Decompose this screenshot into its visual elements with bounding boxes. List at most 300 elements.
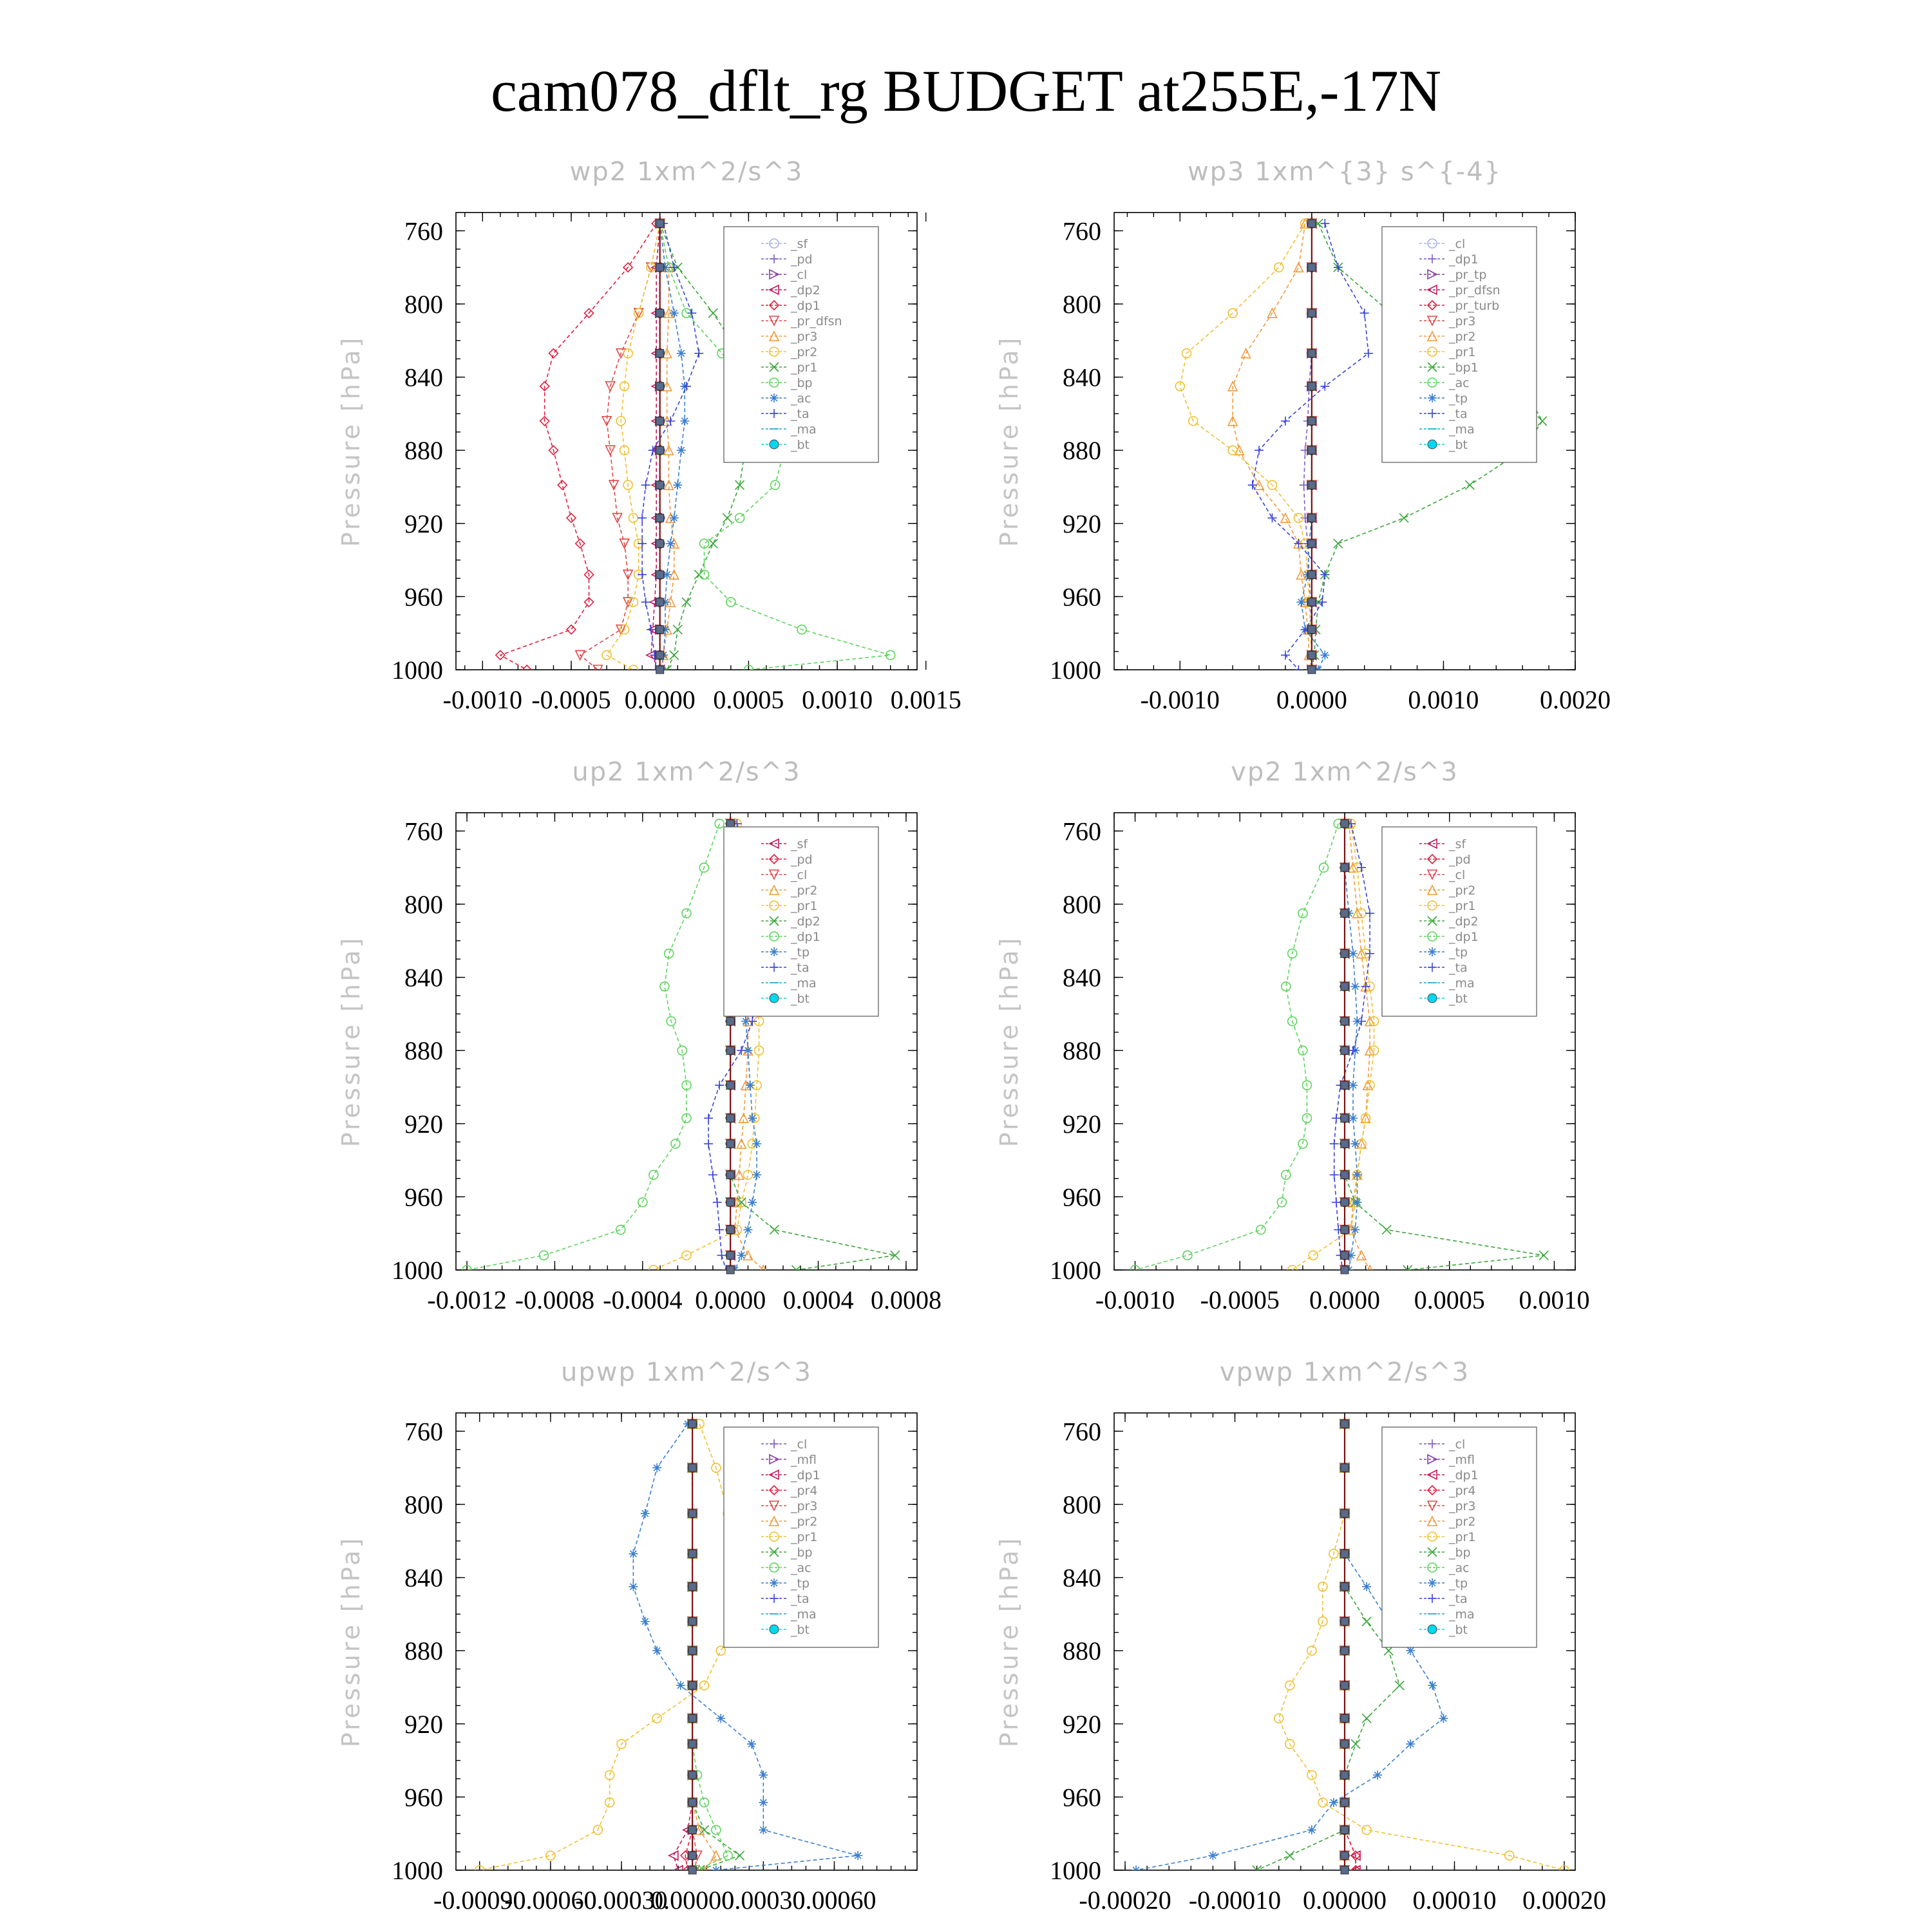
chart-panel-1 <box>337 157 961 714</box>
data-point <box>1332 1198 1341 1207</box>
bt-marker <box>1308 626 1316 634</box>
y-tick-label: 920 <box>404 1709 443 1739</box>
y-tick-label: 760 <box>404 1417 443 1446</box>
y-axis-label: Pressure [hPa] <box>995 335 1023 547</box>
data-point <box>1399 513 1408 522</box>
figure-title: cam078_dflt_rg BUDGET at255E,-17N <box>490 58 1442 124</box>
data-point <box>1538 417 1547 426</box>
data-point <box>1208 1851 1217 1860</box>
legend-label: _sf <box>791 237 808 251</box>
chart-panel-2 <box>995 157 1611 714</box>
data-point <box>652 1463 661 1472</box>
data-point <box>1320 650 1329 659</box>
legend-label: _pr1 <box>791 899 818 913</box>
data-point <box>1350 982 1359 991</box>
data-point <box>752 1139 761 1148</box>
legend-label: _pr2 <box>791 345 818 359</box>
data-point <box>700 1798 709 1807</box>
y-tick-label: 960 <box>1063 1182 1101 1212</box>
x-tick-label: 0.0000 <box>624 685 696 714</box>
legend-marker <box>1428 994 1437 1003</box>
data-point <box>641 1509 650 1518</box>
y-tick-label: 760 <box>404 817 443 846</box>
data-point <box>558 480 567 489</box>
y-tick-label: 760 <box>1063 216 1101 246</box>
bt-marker <box>688 1550 696 1558</box>
bt-marker <box>688 1852 696 1859</box>
bt-marker <box>656 481 664 489</box>
y-tick-label: 840 <box>1063 963 1101 992</box>
y-tick-label: 840 <box>404 963 443 992</box>
data-point <box>1539 1251 1548 1260</box>
y-tick-label: 880 <box>1063 436 1101 466</box>
bt-marker <box>1308 514 1316 522</box>
data-point <box>752 1170 761 1179</box>
bt-marker <box>1341 1771 1349 1779</box>
legend-label: _bt <box>1449 438 1468 452</box>
bt-marker <box>1308 350 1316 357</box>
legend-label: _ta <box>1449 1592 1468 1606</box>
legend-label: _pr_dfsn <box>791 314 842 328</box>
data-point <box>638 513 647 522</box>
data-point <box>708 308 717 317</box>
data-point <box>1256 1226 1265 1235</box>
data-point <box>759 1770 768 1779</box>
bt-marker <box>656 514 664 522</box>
legend-label: _mfl <box>791 1453 817 1467</box>
data-point <box>700 1826 709 1835</box>
legend-label: _ma <box>1449 422 1475 437</box>
bt-marker <box>726 1198 734 1206</box>
y-tick-label: 960 <box>1063 1783 1101 1812</box>
data-point <box>700 1681 709 1690</box>
bt-marker <box>1341 1198 1349 1206</box>
y-tick-label: 1000 <box>1050 1856 1101 1885</box>
legend-label: _pr1 <box>1449 1530 1476 1544</box>
legend-label: _bt <box>791 992 810 1006</box>
bt-marker <box>688 1799 696 1806</box>
legend-label: _tp <box>1449 392 1468 406</box>
bt-marker <box>688 1681 696 1689</box>
x-tick-label: 0.0000 <box>695 1285 766 1314</box>
legend-marker <box>770 994 779 1003</box>
data-point <box>1274 1714 1283 1723</box>
bt-marker <box>656 309 664 317</box>
series-line <box>500 223 656 670</box>
legend-marker <box>770 440 779 449</box>
data-point <box>1361 982 1370 991</box>
bt-marker <box>688 1583 696 1591</box>
x-tick-label: -0.00090 <box>433 1886 526 1915</box>
chart-panels <box>337 157 1611 1915</box>
legend-label: _pr2 <box>1449 884 1476 898</box>
data-point <box>712 1826 721 1835</box>
legend-label: _mfl <box>1449 1453 1475 1467</box>
x-tick-label: 0.00020 <box>1522 1886 1606 1915</box>
bt-marker <box>726 1114 734 1122</box>
data-point <box>641 1617 650 1626</box>
x-tick-label: -0.00060 <box>504 1886 597 1915</box>
data-point <box>735 1851 744 1860</box>
chart-panel-3 <box>337 757 942 1314</box>
legend-label: _tp <box>1449 1577 1468 1591</box>
data-point <box>680 417 689 426</box>
bt-marker <box>688 1714 696 1722</box>
legend-label: _ac <box>791 1561 811 1575</box>
data-point <box>1406 1739 1415 1748</box>
series-pr1 <box>475 1419 756 1875</box>
data-point <box>715 1081 724 1090</box>
bt-marker <box>1341 983 1349 990</box>
y-tick-label: 800 <box>1063 890 1101 919</box>
data-point <box>704 1139 713 1148</box>
bt-marker <box>1341 1510 1349 1517</box>
data-point <box>641 480 650 489</box>
legend-label: _bp1 <box>1449 361 1479 375</box>
y-tick-label: 840 <box>1063 1563 1101 1593</box>
data-point <box>1364 349 1373 358</box>
data-point <box>716 1714 725 1723</box>
x-tick-label: 0.0010 <box>1519 1285 1590 1314</box>
legend-label: _dp2 <box>791 914 820 929</box>
legend-label: _pr1 <box>791 1530 818 1544</box>
bt-marker <box>656 626 664 634</box>
bt-marker <box>726 1266 734 1274</box>
bt-marker <box>1341 1647 1349 1654</box>
legend-label: _pd <box>791 853 813 867</box>
bt-marker <box>1308 598 1316 606</box>
data-point <box>1330 1170 1339 1179</box>
legend-marker <box>770 947 779 956</box>
y-tick-label: 960 <box>1063 582 1101 612</box>
x-tick-label: -0.0010 <box>442 685 522 714</box>
legend-label: _ta <box>791 961 810 975</box>
bt-marker <box>1341 1171 1349 1179</box>
data-point <box>1365 909 1374 918</box>
data-point <box>1349 1081 1358 1090</box>
legend-label: _dp2 <box>791 283 820 298</box>
legend-label: _tp <box>791 945 810 960</box>
x-tick-label: 0.0005 <box>713 685 784 714</box>
bt-marker <box>1341 950 1349 958</box>
legend-label: _ta <box>791 407 810 421</box>
legend-marker <box>770 1625 779 1634</box>
legend-label: _bt <box>791 1623 810 1637</box>
data-point <box>1357 1251 1366 1260</box>
legend-label: _ma <box>791 422 817 437</box>
y-tick-label: 920 <box>404 509 443 538</box>
data-point <box>649 1170 658 1179</box>
y-axis-label: Pressure [hPa] <box>337 935 365 1148</box>
legend-label: _bt <box>791 438 810 452</box>
legend-label: _pr2 <box>791 1515 818 1529</box>
legend-label: _pr2 <box>1449 330 1476 344</box>
x-tick-label: 0.00060 <box>792 1886 876 1915</box>
data-point <box>682 382 691 391</box>
data-point <box>743 1226 752 1235</box>
x-tick-label: 0.0015 <box>890 685 961 714</box>
data-point <box>676 1681 685 1690</box>
bt-marker <box>1308 220 1316 227</box>
legend-label: _pr3 <box>1449 314 1476 328</box>
bt-marker <box>1341 1081 1349 1089</box>
legend-marker <box>1428 1578 1437 1587</box>
data-point <box>747 1739 756 1748</box>
data-point <box>1362 1714 1371 1723</box>
legend-label: _bp <box>791 376 813 390</box>
data-point <box>567 625 576 634</box>
y-tick-label: 1000 <box>392 1256 443 1285</box>
y-tick-label: 880 <box>404 1636 443 1666</box>
x-tick-label: 0.00030 <box>721 1886 806 1915</box>
legend-marker <box>1428 440 1437 449</box>
series-bp <box>1253 1419 1405 1875</box>
data-point <box>1332 1113 1341 1122</box>
data-point <box>1353 1198 1362 1207</box>
legend-label: _ma <box>791 1607 817 1622</box>
data-point <box>713 1198 722 1207</box>
data-point <box>1365 949 1374 958</box>
data-point <box>1465 480 1474 489</box>
bt-marker <box>726 1226 734 1234</box>
x-tick-label: -0.00030 <box>575 1886 668 1915</box>
legend <box>1382 827 1537 1016</box>
data-point <box>712 1866 721 1875</box>
data-point <box>735 513 744 522</box>
legend-label: _bt <box>1449 1623 1468 1637</box>
data-point <box>546 1851 555 1860</box>
data-point <box>682 909 691 918</box>
bt-marker <box>1341 1251 1349 1259</box>
bt-marker <box>688 1618 696 1625</box>
legend-label: _pr_dfsn <box>1449 283 1501 298</box>
bt-marker <box>656 417 664 425</box>
data-point <box>1282 982 1291 991</box>
bt-marker <box>688 1740 696 1748</box>
data-point <box>1329 1798 1338 1807</box>
series-line <box>1257 1424 1400 1870</box>
data-point <box>1349 949 1358 958</box>
data-point <box>673 480 682 489</box>
y-tick-label: 880 <box>404 1036 443 1066</box>
data-point <box>737 1251 746 1260</box>
y-axis-label: Pressure [hPa] <box>995 1535 1023 1748</box>
legend-label: _bt <box>1449 992 1468 1006</box>
y-tick-label: 960 <box>404 582 443 612</box>
legend-label: _ta <box>791 1592 810 1606</box>
bt-marker <box>726 1018 734 1025</box>
data-point <box>1255 446 1264 455</box>
bt-marker <box>1341 1140 1349 1148</box>
legend-marker <box>770 393 779 402</box>
x-tick-label: -0.00010 <box>1188 1886 1282 1915</box>
legend-label: _bp <box>1449 1546 1471 1560</box>
bt-marker <box>1341 1226 1349 1234</box>
data-point <box>1318 1798 1327 1807</box>
bt-marker <box>726 1046 734 1054</box>
data-point <box>670 650 679 659</box>
bt-marker <box>1308 309 1316 317</box>
data-point <box>708 1170 717 1179</box>
data-point <box>1318 598 1327 607</box>
legend-label: _pr4 <box>1449 1484 1476 1498</box>
bt-marker <box>1341 909 1349 917</box>
data-point <box>1274 263 1283 272</box>
y-tick-label: 840 <box>1063 363 1101 392</box>
data-point <box>770 1226 779 1235</box>
bt-marker <box>1308 263 1316 271</box>
legend-label: _pr3 <box>1449 1499 1476 1513</box>
y-tick-label: 1000 <box>392 1856 443 1885</box>
bt-marker <box>1341 1799 1349 1806</box>
bt-marker <box>656 571 664 578</box>
bt-marker <box>656 350 664 357</box>
data-point <box>853 1851 862 1860</box>
series-line <box>467 824 719 1270</box>
y-tick-label: 880 <box>1063 1636 1101 1666</box>
legend-label: _pr2 <box>791 884 818 898</box>
data-point <box>1350 1226 1359 1235</box>
legend-marker <box>770 1578 779 1587</box>
bt-marker <box>656 383 664 390</box>
legend-label: _cl <box>791 868 808 882</box>
legend-label: _dp2 <box>1449 914 1479 929</box>
y-tick-label: 800 <box>404 1490 443 1519</box>
legend <box>724 827 878 1016</box>
x-tick-label: -0.0010 <box>1095 1285 1175 1314</box>
legend-label: _dp1 <box>1449 252 1479 267</box>
chart-panel-4 <box>995 757 1589 1314</box>
bt-marker <box>688 1464 696 1472</box>
legend-label: _ta <box>1449 961 1468 975</box>
data-point <box>704 1113 713 1122</box>
legend-label: _pr3 <box>791 1499 818 1513</box>
bt-marker <box>1341 820 1349 828</box>
bt-marker <box>1308 417 1316 425</box>
data-point <box>682 598 691 607</box>
bt-marker <box>1341 1046 1349 1054</box>
panel-title: up2 1xm^2/s^3 <box>572 757 801 787</box>
data-point <box>677 349 686 358</box>
y-tick-label: 920 <box>404 1109 443 1139</box>
legend-marker <box>1428 393 1437 402</box>
data-point <box>1428 1681 1437 1690</box>
data-point <box>715 1226 724 1235</box>
legend-marker <box>1428 1625 1437 1634</box>
chart-panel-6 <box>995 1358 1606 1915</box>
y-axis-label: Pressure [hPa] <box>337 1535 365 1748</box>
data-point <box>677 446 686 455</box>
legend-label: _pr1 <box>791 361 818 375</box>
bt-marker <box>688 1647 696 1654</box>
y-tick-label: 1000 <box>1050 656 1101 685</box>
data-point <box>1307 1826 1316 1835</box>
legend <box>1382 227 1537 462</box>
data-point <box>616 1226 625 1235</box>
data-point <box>746 1081 755 1090</box>
bt-marker <box>1341 1583 1349 1591</box>
bt-marker <box>1341 1681 1349 1689</box>
data-point <box>1175 382 1184 391</box>
x-tick-label: 0.0008 <box>870 1285 942 1314</box>
bt-marker <box>688 1826 696 1834</box>
data-point <box>1132 1866 1141 1875</box>
bt-marker <box>656 446 664 454</box>
panel-title: vp2 1xm^2/s^3 <box>1231 757 1459 787</box>
bt-marker <box>688 1420 696 1428</box>
y-tick-label: 920 <box>1063 1709 1101 1739</box>
data-point <box>1373 1770 1382 1779</box>
y-axis-label: Pressure [hPa] <box>995 935 1023 1148</box>
legend-label: _ac <box>791 392 811 406</box>
legend-label: _sf <box>1449 837 1466 851</box>
legend <box>724 1427 878 1647</box>
bt-marker <box>1341 1866 1349 1874</box>
bt-marker <box>726 1251 734 1259</box>
bt-marker <box>656 666 664 674</box>
data-point <box>1439 1714 1448 1723</box>
bt-marker <box>656 598 664 606</box>
legend-label: _pr_turb <box>1449 299 1500 313</box>
data-point <box>694 349 703 358</box>
y-tick-label: 760 <box>1063 817 1101 846</box>
bt-marker <box>688 1510 696 1517</box>
legend-label: _tp <box>791 1577 810 1591</box>
bt-marker <box>1341 1618 1349 1625</box>
y-tick-label: 960 <box>404 1783 443 1812</box>
legend-label: _ac <box>1449 376 1470 390</box>
bt-marker <box>1308 571 1316 578</box>
legend <box>724 227 878 462</box>
series-dp1 <box>1131 819 1343 1274</box>
legend-label: _cl <box>791 268 808 282</box>
bt-marker <box>726 1081 734 1089</box>
legend-label: _ta <box>1449 407 1468 421</box>
panel-title: wp3 1xm^{3} s^{-4} <box>1187 157 1502 187</box>
data-point <box>1281 650 1290 659</box>
series-line <box>1334 824 1370 1270</box>
data-point <box>669 1851 678 1860</box>
data-point <box>1362 1826 1371 1835</box>
legend-label: _dp1 <box>1449 1468 1479 1482</box>
legend-label: _tp <box>1449 945 1468 960</box>
x-tick-label: -0.0005 <box>531 685 611 714</box>
bt-marker <box>1308 666 1316 674</box>
bt-marker <box>1308 481 1316 489</box>
y-tick-label: 920 <box>1063 1109 1101 1139</box>
data-point <box>652 1646 661 1655</box>
data-point <box>1334 539 1343 548</box>
data-point <box>748 1198 757 1207</box>
bt-marker <box>726 1171 734 1179</box>
legend-label: _dp1 <box>791 1468 820 1482</box>
bt-marker <box>1341 1826 1349 1834</box>
y-tick-label: 880 <box>404 436 443 466</box>
x-tick-label: -0.0008 <box>515 1285 595 1314</box>
x-tick-label: 0.0000 <box>1276 685 1347 714</box>
panel-title: vpwp 1xm^2/s^3 <box>1219 1358 1470 1387</box>
x-tick-label: -0.00020 <box>1079 1886 1171 1915</box>
bt-marker <box>1341 1266 1349 1274</box>
x-tick-label: 0.00000 <box>1303 1886 1387 1915</box>
data-point <box>670 263 679 272</box>
data-point <box>1330 1139 1339 1148</box>
x-tick-label: 0.0010 <box>1408 685 1479 714</box>
legend-label: _dp1 <box>791 930 820 944</box>
y-tick-label: 1000 <box>392 656 443 685</box>
data-point <box>629 1582 638 1591</box>
bt-marker <box>1341 1018 1349 1025</box>
